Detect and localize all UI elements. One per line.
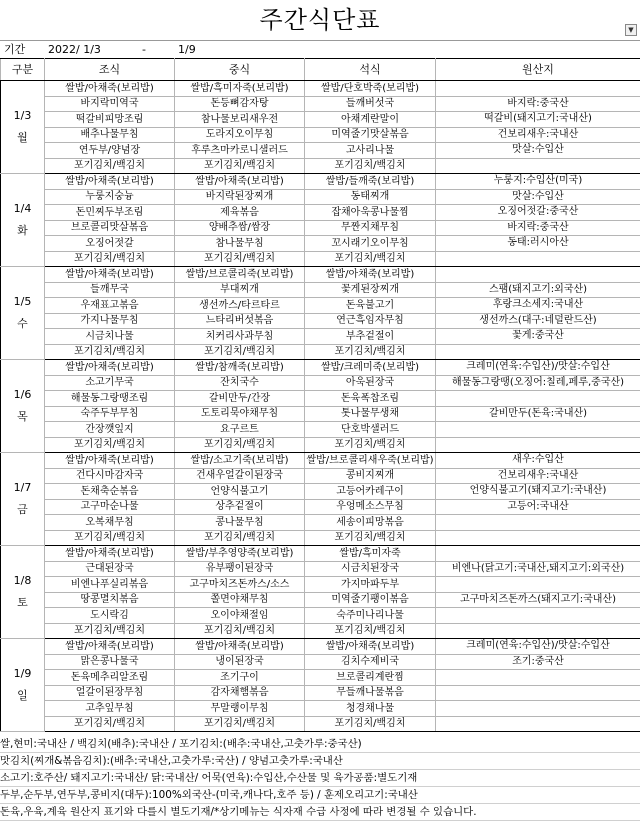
origin-cell: 고구마치즈돈까스(돼지고기:국내산): [436, 592, 640, 608]
origin-cell: 맛살:수입산: [436, 189, 640, 205]
weekly-menu-table: [0, 58, 640, 732]
origin-cell: [436, 437, 640, 453]
day-cell: [1, 267, 45, 360]
period-end: 1/9: [178, 43, 196, 56]
lunch-cell: 요구르트: [175, 422, 305, 438]
menu-row: [1, 360, 640, 376]
menu-row: [1, 468, 640, 484]
day-date: 1/3: [13, 109, 32, 122]
breakfast-cell: 오복채무침: [45, 515, 175, 531]
origin-cell: [436, 670, 640, 686]
breakfast-cell: 돈채축순볶음: [45, 484, 175, 500]
origin-cell: 건보리새우:국내산: [436, 468, 640, 484]
menu-body: [1, 81, 640, 732]
lunch-cell: 쌀밥/부추영양죽(보리밥): [175, 546, 305, 562]
menu-row: [1, 530, 640, 546]
day-date: 1/5: [13, 295, 32, 308]
breakfast-cell: 배추나물무침: [45, 127, 175, 143]
breakfast-cell: 떡갈비피망조림: [45, 112, 175, 128]
origin-cell: 고등어:국내산: [436, 499, 640, 515]
origin-cell: 후랑크소세지:국내산: [436, 298, 640, 314]
day-weekday: 일: [17, 689, 28, 702]
dinner-cell: 연근흑임자무침: [305, 313, 436, 329]
lunch-cell: 냉이된장국: [175, 654, 305, 670]
breakfast-cell: 누룽지숭늉: [45, 189, 175, 205]
menu-row: [1, 267, 640, 283]
dinner-cell: 브로콜리계란찜: [305, 670, 436, 686]
dinner-cell: 돈육폭찹조림: [305, 391, 436, 407]
dinner-cell: 숙주미나리나물: [305, 608, 436, 624]
menu-row: [1, 499, 640, 515]
lunch-cell: 포기김치/백김치: [175, 344, 305, 360]
menu-row: [1, 205, 640, 221]
lunch-cell: 고구마치즈돈까스/소스: [175, 577, 305, 593]
menu-row: [1, 236, 640, 252]
origin-cell: [436, 623, 640, 639]
dinner-cell: 포기김치/백김치: [305, 251, 436, 267]
breakfast-cell: 도시락김: [45, 608, 175, 624]
lunch-cell: 참나물무침: [175, 236, 305, 252]
breakfast-cell: 소고기무국: [45, 375, 175, 391]
header-lunch: 중식: [175, 59, 305, 81]
lunch-cell: 조기구이: [175, 670, 305, 686]
lunch-cell: 느타리버섯볶음: [175, 313, 305, 329]
breakfast-cell: 얼갈이된장무침: [45, 685, 175, 701]
day-weekday: 월: [17, 131, 28, 144]
lunch-cell: 생선까스/타르타르: [175, 298, 305, 314]
menu-row: [1, 391, 640, 407]
dinner-cell: 들깨버섯국: [305, 96, 436, 112]
lunch-cell: 포기김치/백김치: [175, 437, 305, 453]
breakfast-cell: 포기김치/백김치: [45, 716, 175, 732]
breakfast-cell: 건다시마감자국: [45, 468, 175, 484]
day-cell: [1, 453, 45, 546]
breakfast-cell: 간장깻잎지: [45, 422, 175, 438]
menu-row: [1, 220, 640, 236]
breakfast-cell: 포기김치/백김치: [45, 437, 175, 453]
day-date: 1/7: [13, 481, 32, 494]
lunch-cell: 후루츠마카로니샐러드: [175, 143, 305, 159]
breakfast-cell: 고구마순나물: [45, 499, 175, 515]
breakfast-cell: 돈민찌두부조림: [45, 205, 175, 221]
menu-row: [1, 344, 640, 360]
breakfast-cell: 고추잎무침: [45, 701, 175, 717]
note-line: 두부,순두부,연두부,콩비지(대두):100%외국산-(미국,캐나다,호주 등) / 훈제오리고기:국내산: [0, 787, 640, 804]
lunch-cell: 포기김치/백김치: [175, 158, 305, 174]
origin-cell: 오징어젓갈:중국산: [436, 205, 640, 221]
origin-cell: [436, 685, 640, 701]
dinner-cell: 김치수제비국: [305, 654, 436, 670]
origin-notes: [0, 736, 640, 821]
origin-cell: [436, 267, 640, 283]
menu-row: [1, 515, 640, 531]
lunch-cell: 돈등뼈감자탕: [175, 96, 305, 112]
dinner-cell: 쌀밥/흑미자죽: [305, 546, 436, 562]
lunch-cell: 바지락된장찌개: [175, 189, 305, 205]
breakfast-cell: 해물동그랑땡조림: [45, 391, 175, 407]
menu-row: [1, 639, 640, 655]
lunch-cell: 도토리묵야채무침: [175, 406, 305, 422]
menu-row: [1, 251, 640, 267]
dinner-cell: 꼬시래기오이무침: [305, 236, 436, 252]
menu-row: [1, 484, 640, 500]
day-cell: [1, 546, 45, 639]
origin-cell: [436, 530, 640, 546]
menu-row: [1, 81, 640, 97]
lunch-cell: 제육볶음: [175, 205, 305, 221]
origin-cell: 떡갈비(돼지고기:국내산): [436, 112, 640, 128]
header-day: 구분: [1, 59, 45, 81]
breakfast-cell: 쌀밥/아채죽(보리밥): [45, 546, 175, 562]
dinner-cell: 무짠지채무침: [305, 220, 436, 236]
breakfast-cell: 바지락미역국: [45, 96, 175, 112]
origin-cell: 크레미(연육:수입산)/맛살:수입산: [436, 639, 640, 655]
dinner-cell: 잡채아욱콩나물찜: [305, 205, 436, 221]
breakfast-cell: 시금치나물: [45, 329, 175, 345]
menu-row: [1, 189, 640, 205]
breakfast-cell: 포기김치/백김치: [45, 344, 175, 360]
lunch-cell: 포기김치/백김치: [175, 623, 305, 639]
breakfast-cell: 비엔나푸실리볶음: [45, 577, 175, 593]
lunch-cell: 언양식불고기: [175, 484, 305, 500]
day-cell: [1, 174, 45, 267]
dinner-cell: 쌀밥/아채죽(보리밥): [305, 639, 436, 655]
origin-cell: 갈비만두(돈육:국내산): [436, 406, 640, 422]
menu-row: [1, 670, 640, 686]
note-line: 돈육,우육,계육 원산지 표기와 다를시 별도기재/*상기메뉴는 식자재 수급 사정에 따라 변경될 수 있습니다.: [0, 804, 640, 821]
menu-row: [1, 375, 640, 391]
origin-cell: 동태:러시아산: [436, 236, 640, 252]
period-start: 2022/ 1/3: [48, 43, 101, 56]
menu-row: [1, 561, 640, 577]
menu-row: [1, 422, 640, 438]
menu-row: [1, 406, 640, 422]
dinner-cell: 포기김치/백김치: [305, 344, 436, 360]
dinner-cell: 돈육불고기: [305, 298, 436, 314]
breakfast-cell: 들깨무국: [45, 282, 175, 298]
menu-row: [1, 453, 640, 469]
menu-row: [1, 701, 640, 717]
dinner-cell: 미역줄기팽이볶음: [305, 592, 436, 608]
menu-row: [1, 143, 640, 159]
menu-row: [1, 329, 640, 345]
dinner-cell: 고사리나물: [305, 143, 436, 159]
origin-cell: [436, 701, 640, 717]
dinner-cell: 동태찌개: [305, 189, 436, 205]
lunch-cell: 양배추쌈/쌈장: [175, 220, 305, 236]
origin-cell: 건보리새우:국내산: [436, 127, 640, 143]
dinner-cell: 가지마파두부: [305, 577, 436, 593]
dinner-cell: 쌀밥/들깨죽(보리밥): [305, 174, 436, 190]
lunch-cell: 오이야채절임: [175, 608, 305, 624]
day-weekday: 수: [17, 317, 28, 330]
lunch-cell: 쫄면야채무침: [175, 592, 305, 608]
origin-cell: 해물동그랑땡(오징어:칠레,페루,중국산): [436, 375, 640, 391]
origin-cell: 스팸(돼지고기:외국산): [436, 282, 640, 298]
origin-cell: 바지락:중국산: [436, 96, 640, 112]
lunch-cell: 쌀밥/아채죽(보리밥): [175, 639, 305, 655]
origin-cell: [436, 391, 640, 407]
note-line: 쌀,현미:국내산 / 백김치(배추):국내산 / 포기김치:(배추:국내산,고춧가루:중국산): [0, 736, 640, 753]
day-date: 1/8: [13, 574, 32, 587]
dinner-cell: 미역줄기맛살볶음: [305, 127, 436, 143]
breakfast-cell: 오징어젓갈: [45, 236, 175, 252]
origin-cell: [436, 577, 640, 593]
dinner-cell: 쌀밥/브로콜리새우죽(보리밥): [305, 453, 436, 469]
origin-cell: 누룽지:수입산(미국): [436, 174, 640, 190]
day-date: 1/9: [13, 667, 32, 680]
day-weekday: 금: [17, 503, 28, 516]
lunch-cell: 쌀밥/아채죽(보리밥): [175, 174, 305, 190]
dinner-cell: 꽃게된장찌개: [305, 282, 436, 298]
menu-row: [1, 313, 640, 329]
lunch-cell: 쌀밥/소고기죽(보리밥): [175, 453, 305, 469]
lunch-cell: 갈비만두/간장: [175, 391, 305, 407]
origin-cell: [436, 546, 640, 562]
breakfast-cell: 맑은콩나물국: [45, 654, 175, 670]
lunch-cell: 쌀밥/참깨죽(보리밥): [175, 360, 305, 376]
breakfast-cell: 우재표고볶음: [45, 298, 175, 314]
origin-cell: 언양식불고기(돼지고기:국내산): [436, 484, 640, 500]
dinner-cell: 청경채나물: [305, 701, 436, 717]
menu-row: [1, 623, 640, 639]
origin-cell: [436, 81, 640, 97]
origin-cell: 꽃게:중국산: [436, 329, 640, 345]
dinner-cell: 포기김치/백김치: [305, 158, 436, 174]
dinner-cell: 시금치된장국: [305, 561, 436, 577]
lunch-cell: 무말랭이무침: [175, 701, 305, 717]
breakfast-cell: 포기김치/백김치: [45, 623, 175, 639]
breakfast-cell: 쌀밥/아채죽(보리밥): [45, 267, 175, 283]
origin-cell: [436, 422, 640, 438]
day-weekday: 화: [17, 224, 28, 237]
dinner-cell: 우엉메소스무침: [305, 499, 436, 515]
dinner-cell: 단호박샐러드: [305, 422, 436, 438]
lunch-cell: 콩나물무침: [175, 515, 305, 531]
day-weekday: 토: [17, 596, 28, 609]
origin-cell: 바지락:중국산: [436, 220, 640, 236]
breakfast-cell: 쌀밥/아채죽(보리밥): [45, 174, 175, 190]
breakfast-cell: 쌀밥/아채죽(보리밥): [45, 360, 175, 376]
note-line: 소고기:호주산/ 돼지고기:국내산/ 닭:국내산/ 어묵(연육):수입산,수산물 및 육가공품:별도기재: [0, 770, 640, 787]
origin-cell: [436, 158, 640, 174]
header-origin: 원산지: [436, 59, 640, 81]
dinner-cell: 아욱된장국: [305, 375, 436, 391]
menu-row: [1, 577, 640, 593]
lunch-cell: 포기김치/백김치: [175, 251, 305, 267]
origin-cell: 비엔나(닭고기:국내산,돼지고기:외국산): [436, 561, 640, 577]
breakfast-cell: 땅콩멸치볶음: [45, 592, 175, 608]
header-row: [1, 59, 640, 81]
day-weekday: 목: [17, 410, 28, 423]
dinner-cell: 쌀밥/단호박죽(보리밥): [305, 81, 436, 97]
menu-row: [1, 112, 640, 128]
breakfast-cell: 포기김치/백김치: [45, 251, 175, 267]
origin-cell: 맛살:수입산: [436, 143, 640, 159]
origin-cell: [436, 251, 640, 267]
menu-row: [1, 298, 640, 314]
dinner-cell: 콩비지찌개: [305, 468, 436, 484]
menu-row: [1, 654, 640, 670]
lunch-cell: 포기김치/백김치: [175, 530, 305, 546]
period-dash: -: [142, 43, 146, 56]
lunch-cell: 감자채햄볶음: [175, 685, 305, 701]
note-line: 맛김치(찌개&볶음김치):(배추:국내산,고춧가루:국산) / 양념고춧가루:국내산: [0, 753, 640, 770]
origin-cell: [436, 716, 640, 732]
breakfast-cell: 쌀밥/아채죽(보리밥): [45, 81, 175, 97]
dinner-cell: 쌀밥/아채죽(보리밥): [305, 267, 436, 283]
lunch-cell: 치커리사과무침: [175, 329, 305, 345]
origin-cell: [436, 515, 640, 531]
breakfast-cell: 돈육메추리알조림: [45, 670, 175, 686]
day-cell: [1, 81, 45, 174]
lunch-cell: 포기김치/백김치: [175, 716, 305, 732]
lunch-cell: 잔치국수: [175, 375, 305, 391]
dinner-cell: 쌀밥/크레미죽(보리밥): [305, 360, 436, 376]
origin-cell: [436, 608, 640, 624]
lunch-cell: 건새우얼갈이된장국: [175, 468, 305, 484]
dinner-cell: 포기김치/백김치: [305, 437, 436, 453]
menu-row: [1, 96, 640, 112]
dinner-cell: 아채계란말이: [305, 112, 436, 128]
dinner-cell: 세송이피망볶음: [305, 515, 436, 531]
dinner-cell: 고등어카레구이: [305, 484, 436, 500]
menu-row: [1, 437, 640, 453]
lunch-cell: 상추겉절이: [175, 499, 305, 515]
dinner-cell: 포기김치/백김치: [305, 623, 436, 639]
lunch-cell: 쌀밥/흑미자죽(보리밥): [175, 81, 305, 97]
dinner-cell: 부추겉절이: [305, 329, 436, 345]
breakfast-cell: 쌀밥/아채죽(보리밥): [45, 453, 175, 469]
day-date: 1/6: [13, 388, 32, 401]
day-cell: [1, 360, 45, 453]
page-title: 주간식단표: [259, 6, 381, 34]
lunch-cell: 쌀밥/브로콜리죽(보리밥): [175, 267, 305, 283]
breakfast-cell: 포기김치/백김치: [45, 530, 175, 546]
lunch-cell: 도라지오이무침: [175, 127, 305, 143]
day-cell: [1, 639, 45, 732]
origin-cell: 생선까스(대구:네덜란드산): [436, 313, 640, 329]
menu-row: [1, 685, 640, 701]
lunch-cell: 참나물보리새우전: [175, 112, 305, 128]
period-label: 기간: [4, 43, 26, 56]
breakfast-cell: 연두부/양념장: [45, 143, 175, 159]
menu-row: [1, 592, 640, 608]
header-breakfast: 조식: [45, 59, 175, 81]
origin-cell: [436, 344, 640, 360]
breakfast-cell: 근대된장국: [45, 561, 175, 577]
menu-row: [1, 174, 640, 190]
origin-cell: 조기:중국산: [436, 654, 640, 670]
breakfast-cell: 숙주두부무침: [45, 406, 175, 422]
origin-cell: 새우:수입산: [436, 453, 640, 469]
breakfast-cell: 포기김치/백김치: [45, 158, 175, 174]
menu-row: [1, 127, 640, 143]
origin-cell: 크레미(연육:수입산)/맛살:수입산: [436, 360, 640, 376]
dinner-cell: 포기김치/백김치: [305, 530, 436, 546]
menu-row: [1, 546, 640, 562]
breakfast-cell: 쌀밥/아채죽(보리밥): [45, 639, 175, 655]
menu-row: [1, 608, 640, 624]
breakfast-cell: 브로콜리맛살볶음: [45, 220, 175, 236]
menu-row: [1, 716, 640, 732]
period-row: [0, 40, 640, 57]
day-date: 1/4: [13, 202, 32, 215]
menu-row: [1, 282, 640, 298]
lunch-cell: 유부팽이된장국: [175, 561, 305, 577]
header-dinner: 석식: [305, 59, 436, 81]
dinner-cell: 포기김치/백김치: [305, 716, 436, 732]
dinner-cell: 톳나물무생채: [305, 406, 436, 422]
menu-row: [1, 158, 640, 174]
dropdown-arrow-icon[interactable]: ▼: [625, 24, 637, 36]
lunch-cell: 부대찌개: [175, 282, 305, 298]
breakfast-cell: 가지나물무침: [45, 313, 175, 329]
dinner-cell: 무들깨나물볶음: [305, 685, 436, 701]
